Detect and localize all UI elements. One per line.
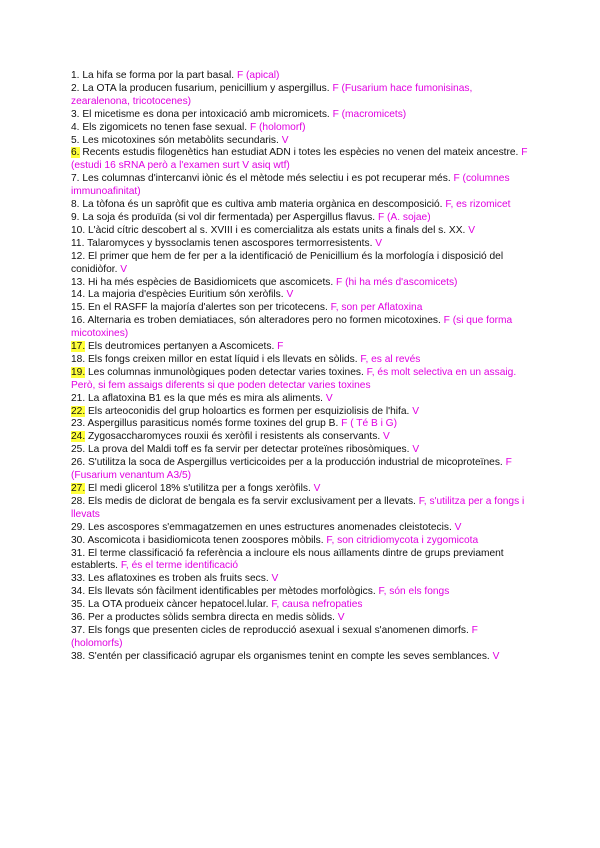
item-answer: F, son citridiomycota i zygomicota: [326, 534, 479, 546]
question-list: [71, 70, 531, 664]
item-statement: Les ascospores s'emmagatzemen en unes estructures anomenades cleistotecis.: [88, 521, 452, 533]
list-item: [71, 302, 531, 315]
item-statement: Els fongs creixen millor en estat líquid i els llevats en sòlids.: [88, 353, 358, 365]
item-number: 21.: [71, 392, 86, 404]
item-answer: V: [454, 521, 462, 533]
item-answer: V: [120, 263, 128, 275]
list-item: [71, 612, 531, 625]
item-answer: V: [281, 134, 289, 146]
item-statement: Els zigomicets no tenen fase sexual.: [82, 121, 248, 133]
item-number: 38.: [71, 650, 86, 662]
item-statement: Per a productes sòlids sembra directa en medis sòlids.: [88, 612, 335, 624]
item-number: 31.: [71, 547, 86, 559]
item-statement: El micetisme es dona per intoxicació amb micromicets.: [82, 108, 330, 120]
item-statement: Alternaria es troben demiatiaces, són alteradores pero no formen micotoxines.: [87, 315, 441, 327]
item-statement: El medi glicerol 18% s'utilitza per a fongs xeròfils.: [88, 483, 311, 494]
list-item: [71, 109, 531, 122]
item-number: 6.: [71, 147, 80, 159]
item-statement: Zygosaccharomyces rouxii és xeròfil i resistents als conservants.: [88, 431, 381, 443]
item-answer: F, causa nefropaties: [271, 599, 363, 611]
item-number: 16.: [71, 315, 86, 327]
list-item: [71, 173, 531, 199]
item-number: 28.: [71, 495, 86, 507]
list-item: [71, 586, 531, 599]
list-item: [71, 354, 531, 367]
item-statement: El terme classificació fa referència a incloure els nous aïllaments dintre de grups previament establerts.: [71, 547, 504, 572]
item-number: 4.: [71, 121, 80, 133]
list-item: [71, 367, 531, 393]
list-item: [71, 599, 531, 612]
list-item: [71, 548, 531, 574]
item-answer: V: [492, 650, 500, 662]
item-number: 34.: [71, 586, 86, 598]
list-item: [71, 393, 531, 406]
item-answer: F: [277, 341, 284, 353]
item-number: 11.: [71, 237, 85, 249]
item-number: 19.: [71, 366, 86, 378]
item-number: 26.: [71, 457, 86, 469]
list-item: [71, 289, 531, 302]
list-item: [71, 418, 531, 431]
list-item: [71, 238, 531, 251]
item-number: 9.: [71, 211, 80, 223]
item-number: 3.: [71, 108, 80, 120]
item-answer: V: [325, 392, 333, 404]
item-answer: F, és molt selectiva en un assaig. Però, si fem assaigs diferents si que poden detectar varies toxines: [71, 366, 517, 391]
list-item: [71, 651, 531, 664]
list-item: [71, 83, 531, 109]
item-answer: F, son per Aflatoxina: [330, 302, 423, 314]
item-answer: V: [286, 289, 294, 301]
item-answer: F (holomorfs): [71, 624, 478, 649]
list-item: [71, 522, 531, 535]
item-answer: F, és el terme identificació: [120, 560, 239, 572]
list-item: [71, 315, 531, 341]
item-number: 37.: [71, 624, 86, 636]
item-number: 27.: [71, 483, 86, 494]
item-number: 33.: [71, 573, 86, 585]
list-item: [71, 573, 531, 586]
item-number: 13.: [71, 276, 86, 288]
item-statement: La soja és produïda (si vol dir fermentada) per Aspergillus flavus.: [82, 211, 376, 223]
item-answer: F (estudi 16 sRNA però a l'examen surt V asiq wtf): [71, 147, 528, 172]
item-statement: La OTA produeix càncer hepatocel.lular.: [88, 599, 269, 611]
item-answer: V: [313, 483, 321, 494]
item-answer: F (Fusarium hace fumonisinas, zearalenona, tricotocenes): [71, 82, 473, 107]
item-answer: V: [412, 405, 419, 417]
list-item: [71, 496, 531, 522]
item-answer: V: [271, 573, 279, 585]
item-number: 30.: [71, 534, 86, 546]
item-answer: F (si que forma micotoxines): [71, 315, 513, 340]
item-statement: S'entén per classificació agrupar els organismes tenint en compte les seves semblances.: [88, 650, 490, 662]
item-statement: La prova del Maldi toff es fa servir per detectar proteïnes ribosòmiques.: [88, 444, 410, 456]
item-number: 10.: [71, 224, 86, 236]
item-statement: Les micotoxines són metabòlits secundaris.: [82, 134, 279, 146]
item-statement: La aflatoxina B1 es la que més es mira als aliments.: [88, 392, 324, 404]
list-item: [71, 147, 531, 173]
item-statement: Recents estudis filogenètics han estudiat ADN i totes les espècies no venen del mateix ancestre.: [82, 147, 519, 159]
item-statement: Els llevats són fàcilment identificables per mètodes morfològics.: [88, 586, 376, 598]
item-statement: La hifa se forma por la part basal.: [82, 70, 235, 81]
item-number: 14.: [71, 289, 86, 301]
item-answer: F, s'utilitza per a fongs i llevats: [71, 495, 525, 520]
item-answer: F, es rizomicet: [445, 199, 511, 211]
item-statement: Hi ha més espècies de Basidiomicets que ascomicets.: [88, 276, 334, 288]
item-answer: F (macromicets): [332, 108, 407, 120]
item-statement: Els arteoconidis del grup holoartics es formen per esquiziolisis de l'hifa.: [88, 405, 410, 417]
item-answer: V: [468, 224, 475, 236]
list-item: [71, 122, 531, 135]
item-answer: F (Fusarium venantum A3/5): [71, 457, 512, 482]
item-number: 36.: [71, 612, 86, 624]
item-statement: Les columnas d'intercanvi iònic és el mètode més selectiu i es pot recuperar més.: [82, 173, 451, 185]
item-answer: F (apical): [236, 70, 280, 81]
item-statement: S'utilitza la soca de Aspergillus verticicoides per a la producción industrial de micoproteïnes.: [88, 457, 503, 469]
list-item: [71, 483, 531, 496]
item-statement: La tòfona és un sapròfit que es cultiva amb materia orgànica en descomposició.: [82, 199, 443, 211]
item-number: 24.: [71, 431, 86, 443]
list-item: [71, 70, 531, 83]
item-number: 15.: [71, 302, 86, 314]
item-answer: F (columnes immunoafinitat): [71, 173, 510, 198]
list-item: [71, 431, 531, 444]
list-item: [71, 225, 531, 238]
item-number: 22.: [71, 405, 86, 417]
item-statement: El primer que hem de fer per a la identificació de Penicillium és la morfología i disposició del conidiòfor.: [71, 250, 504, 275]
item-answer: V: [337, 612, 345, 624]
list-item: [71, 457, 531, 483]
list-item: [71, 625, 531, 651]
item-statement: En el RASFF la majoría d'alertes son per tricotecens.: [88, 302, 328, 314]
list-item: [71, 135, 531, 148]
item-number: 12.: [71, 250, 86, 262]
list-item: [71, 406, 531, 419]
list-item: [71, 341, 531, 354]
item-number: 18.: [71, 353, 86, 365]
item-statement: Les aflatoxines es troben als fruits secs.: [88, 573, 269, 585]
item-statement: Talaromyces y byssoclamis tenen ascospores termorresistents.: [87, 237, 373, 249]
item-statement: Ascomicota i basidiomicota tenen zoospores mòbils.: [87, 534, 324, 546]
item-number: 35.: [71, 599, 86, 611]
item-statement: La majoria d'espècies Euritium són xeròfils.: [88, 289, 284, 301]
item-number: 1.: [71, 70, 80, 81]
item-number: 8.: [71, 199, 80, 211]
item-statement: Els deutromices pertanyen a Ascomicets.: [88, 341, 275, 353]
item-answer: F, es al revés: [360, 353, 421, 365]
item-number: 2.: [71, 82, 80, 94]
item-answer: V: [383, 431, 390, 443]
item-number: 17.: [71, 341, 86, 353]
item-statement: L'àcid cítric descobert al s. XVIII i es comercialitza als estats units a finals del s. XX.: [88, 224, 466, 236]
item-answer: F (holomorf): [249, 121, 306, 133]
item-number: 25.: [71, 444, 86, 456]
item-answer: F (A. sojae): [377, 211, 431, 223]
list-item: [71, 251, 531, 277]
item-number: 5.: [71, 134, 80, 146]
list-item: [71, 535, 531, 548]
item-number: 29.: [71, 521, 86, 533]
item-statement: La OTA la producen fusarium, penicillium y aspergillus.: [82, 82, 330, 94]
item-statement: Aspergillus parasiticus només forme toxines del grup B.: [87, 418, 339, 430]
item-statement: Els medis de diclorat de bengala es fa servir exclusivament per a llevats.: [88, 495, 416, 507]
list-item: [71, 444, 531, 457]
item-answer: F, són els fongs: [378, 586, 450, 598]
item-statement: Els fongs que presenten cicles de reproducció asexual i sexual s'anomenen dimorfs.: [88, 624, 469, 636]
item-answer: F ( Té B i G): [341, 418, 397, 430]
list-item: [71, 277, 531, 290]
item-answer: V: [375, 237, 383, 249]
item-number: 23.: [71, 418, 86, 430]
item-statement: Les columnas inmunològiques poden detectar varies toxines.: [88, 366, 364, 378]
item-number: 7.: [71, 173, 80, 185]
list-item: [71, 199, 531, 212]
item-answer: F (hi ha més d'ascomicets): [336, 276, 458, 288]
list-item: [71, 212, 531, 225]
item-answer: V: [412, 444, 420, 456]
